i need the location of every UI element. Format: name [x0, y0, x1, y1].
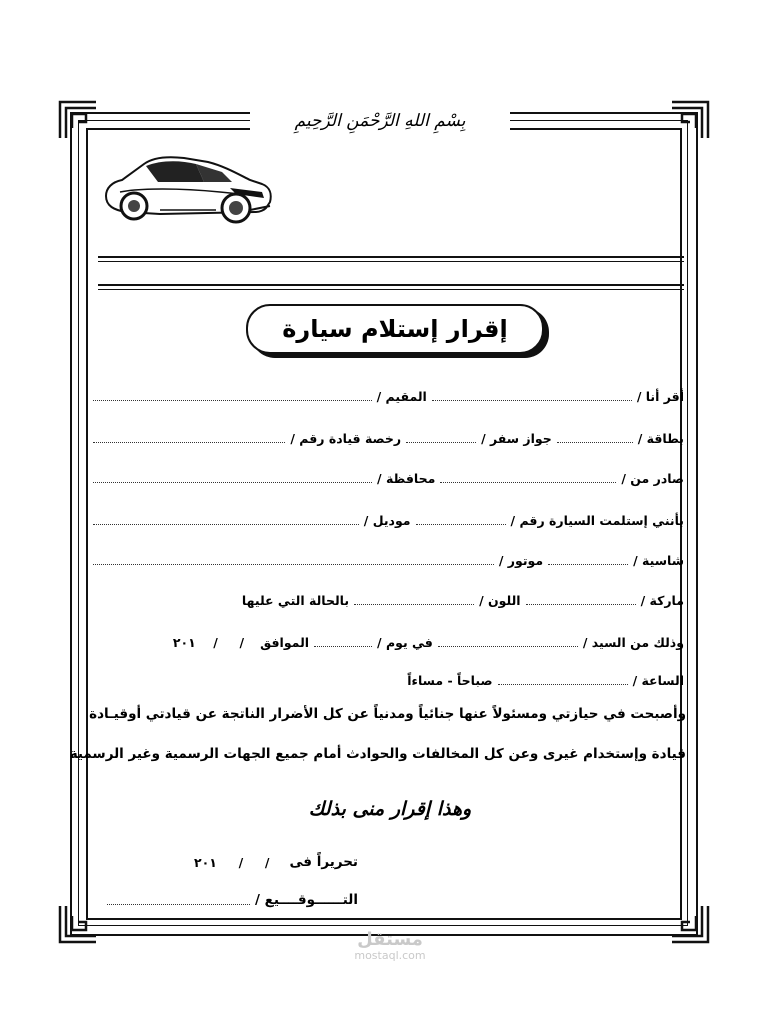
separator-line: [98, 284, 684, 286]
date-issued-value[interactable]: / / ٢٠١: [193, 855, 270, 870]
form-row-from-mr: [90, 626, 686, 650]
separator-line: [98, 256, 684, 258]
date-issued-label: تحريراً فى: [289, 854, 358, 870]
am-pm-label: صباحاً - مساءاً: [407, 673, 493, 688]
governorate-field[interactable]: [93, 470, 372, 483]
basmala-calligraphy: بِسْمِ اللهِ الرَّحْمَنِ الرَّحِيمِ: [250, 104, 510, 138]
footer-signature-row: [104, 884, 360, 908]
car-illustration: [100, 152, 276, 226]
corner-ornament-top-left: [56, 98, 100, 142]
field-label-issued-from: صادر من /: [621, 471, 684, 486]
name-field[interactable]: [432, 388, 632, 401]
model-field[interactable]: [93, 512, 359, 525]
car-number-field[interactable]: [416, 512, 506, 525]
field-label-brand: ماركة /: [640, 593, 684, 608]
field-label-condition: بالحالة التي عليها: [241, 593, 350, 608]
field-label-color: اللون /: [479, 593, 521, 608]
form-row-id: [90, 422, 686, 446]
signature-field[interactable]: [107, 892, 250, 905]
license-number-field[interactable]: [93, 430, 285, 443]
corner-ornament-bottom-left: [56, 902, 100, 946]
closing-statement: وهذا إقرار منى بذلك: [308, 798, 472, 820]
color-field[interactable]: [354, 592, 474, 605]
form-row-brand: [90, 584, 686, 608]
separator-line: [98, 261, 684, 262]
day-field[interactable]: [314, 634, 372, 647]
corner-ornament-top-right: [668, 98, 712, 142]
form-row-chassis: [90, 544, 686, 568]
separator-line: [98, 289, 684, 290]
id-card-field[interactable]: [557, 430, 633, 443]
field-label-chassis: شاسية /: [633, 553, 684, 568]
field-label-resident: المقيم /: [376, 389, 427, 404]
document-title-box: [246, 304, 544, 354]
form-row-time: [90, 664, 686, 688]
engine-field[interactable]: [93, 552, 494, 565]
passport-field[interactable]: [406, 430, 476, 443]
watermark-arabic: مستقل: [357, 929, 423, 950]
field-label-on-day: في يوم /: [377, 635, 433, 650]
from-mr-field[interactable]: [438, 634, 578, 647]
chassis-field[interactable]: [548, 552, 628, 565]
footer-date-row: [160, 846, 360, 870]
issued-from-field[interactable]: [440, 470, 616, 483]
field-label-name: أقر أنا /: [636, 389, 684, 404]
time-field[interactable]: [498, 672, 628, 685]
signature-label: التــــــوقــــيع /: [254, 892, 358, 908]
brand-field[interactable]: [526, 592, 636, 605]
field-label-governorate: محافظة /: [377, 471, 436, 486]
field-label-model: موديل /: [363, 513, 411, 528]
field-label-car-number: بأنني إستلمت السيارة رقم /: [510, 513, 684, 528]
date-placeholder[interactable]: / / ٢٠١: [172, 635, 245, 650]
document-title: إقرار إستلام سيارة: [282, 315, 508, 343]
corner-ornament-bottom-right: [668, 902, 712, 946]
field-label-license: رخصة قيادة رقم /: [290, 431, 402, 446]
field-label-corresponding: الموافق: [260, 635, 310, 650]
declaration-line-1: وأصبحت في حيازتي ومسئولاً عنها جنائياً ومدنياً عن كل الأضرار الناتجة عن قيادتي أوقيـادة: [89, 706, 686, 722]
residence-field[interactable]: [93, 388, 372, 401]
form-row-car-number: [90, 504, 686, 528]
field-label-card: بطاقة /: [637, 431, 684, 446]
form-row-issued: [90, 462, 686, 486]
field-label-time: الساعة /: [632, 673, 684, 688]
field-label-passport: جواز سفر /: [481, 431, 552, 446]
declaration-line-2: قيادة وإستخدام غيرى وعن كل المخالفات والحوادث أمام جميع الجهات الرسمية وغير الرسمية: [69, 746, 686, 762]
field-label-from-mr: وذلك من السيد /: [582, 635, 684, 650]
mostaql-watermark: [320, 930, 460, 962]
form-row-name: [90, 380, 686, 404]
field-label-engine: موتور /: [498, 553, 544, 568]
watermark-latin: mostaql.com: [354, 949, 426, 962]
